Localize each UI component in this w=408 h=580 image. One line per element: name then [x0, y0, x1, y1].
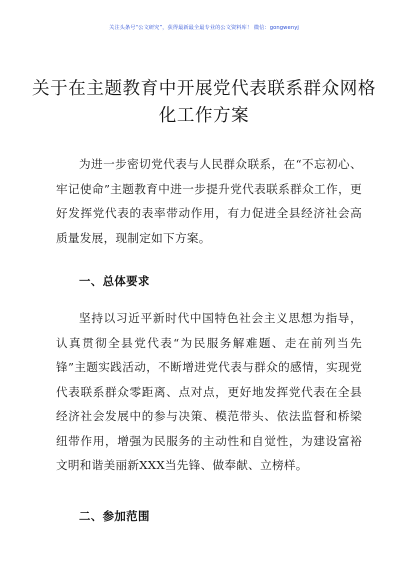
general-requirements-paragraph: 坚持以习近平新时代中国特色社会主义思想为指导，认真贯彻全县党代表“为民服务解难题、走在前列当先锋”主题实践活动，不断增进党代表与群众的感情，实现党代表联系群众零距离、点对点，更好地发挥党代表在全县经济社会发展中的参与决策、模范带头、依法监督和桥梁纽带作用，增强为民服务的主动性和自觉性，为建设富裕文明和谐美丽新XXX当先锋、做奉献、立榜样。	[56, 311, 362, 472]
promo-banner: 关注头条号“公文研究”，获得最新最全最专业的公文资料库！ 微信：gongwenyj	[109, 25, 299, 31]
document-title: 关于在主题教育中开展党代表联系群众网格化工作方案	[32, 79, 376, 126]
section-heading-general-requirements: 一、总体要求	[79, 274, 150, 288]
section-heading-participation-scope: 二、参加范围	[79, 509, 150, 523]
intro-paragraph: 为进一步密切党代表与人民群众联系，在“不忘初心、牢记使命”主题教育中进一步提升党代表联系群众工作，更好发挥党代表的表率带动作用，有力促进全县经济社会高质量发展，现制定如下方案。	[56, 157, 362, 245]
